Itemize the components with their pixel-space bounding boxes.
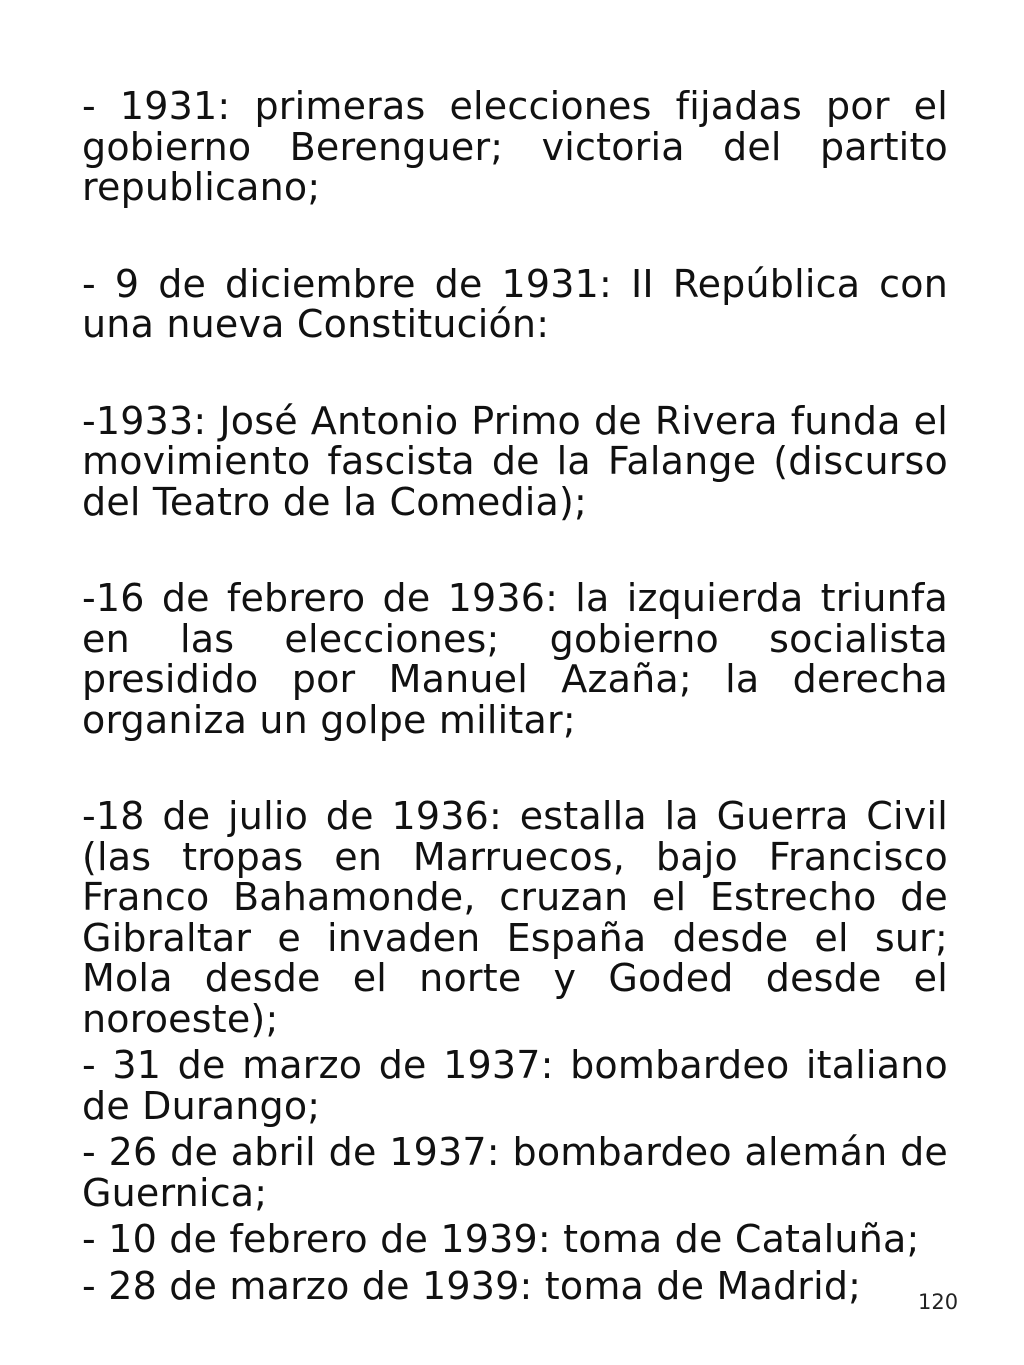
- timeline-entry-1939-madrid: - 28 de marzo de 1939: toma de Madrid;: [82, 1263, 862, 1308]
- page-number: 120: [918, 1290, 959, 1314]
- timeline-entry-1931-republic: - 9 de diciembre de 1931: II República con una nueva Constitución:: [82, 261, 948, 346]
- timeline-entry-1936-civil-war: -18 de julio de 1936: estalla la Guerra Civil (las tropas en Marruecos, bajo Francisco Franco Bahamonde, cruzan el Estrecho de Gibraltar e invaden España desde el sur; Mola desde el norte y Goded desde el noroeste);: [82, 794, 948, 1041]
- timeline-entry-1939-cataluna: - 10 de febrero de 1939: toma de Cataluña;: [82, 1217, 920, 1261]
- timeline-entry-1936-february: -16 de febrero de 1936: la izquierda triunfa en las elecciones; gobierno socialista presidido por Manuel Azaña; la derecha organiza un golpe militar;: [82, 576, 948, 742]
- timeline-entry-1933-falange: -1933: José Antonio Primo de Rivera funda el movimiento fascista de la Falange (discurso del Teatro de la Comedia);: [82, 398, 948, 524]
- timeline-entries: [82, 86, 948, 1306]
- timeline-entry-1937-guernica: - 26 de abril de 1937: bombardeo alemán de Guernica;: [82, 1130, 948, 1215]
- timeline-entry-1937-durango: - 31 de marzo de 1937: bombardeo italiano de Durango;: [82, 1043, 948, 1128]
- timeline-entry-1931-elections: - 1931: primeras elecciones fijadas por el gobierno Berenguer; victoria del partito republicano;: [82, 84, 948, 209]
